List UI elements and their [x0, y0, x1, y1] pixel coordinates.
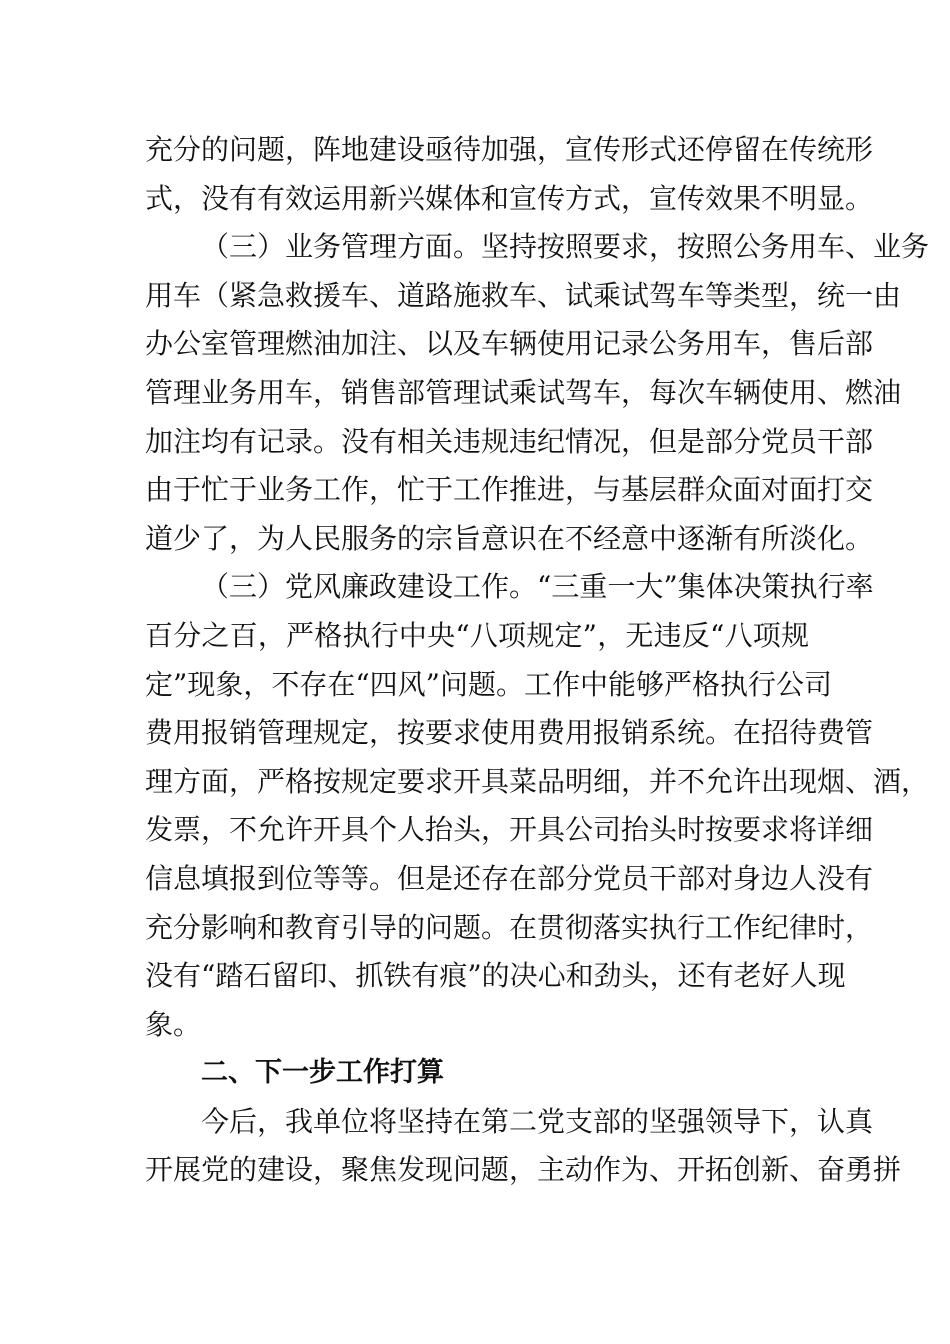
text-line: 理方面，严格按规定要求开具菜品明细，并不允许出现烟、酒，: [145, 764, 930, 798]
text-line: 道少了，为人民服务的宗旨意识在不经意中逐渐有所淡化。: [145, 521, 874, 555]
text-line: 充分的问题，阵地建设亟待加强，宣传形式还停留在传统形: [145, 133, 874, 166]
text-line: 费用报销管理规定，按要求使用费用报销系统。在招待费管: [145, 716, 874, 750]
section-heading: 二、下一步工作打算: [201, 1057, 444, 1089]
text-line: 信息填报到位等等。但是还存在部分党员干部对身边人没有: [145, 861, 874, 895]
text-line: 办公室管理燃油加注、以及车辆使用记录公务用车，售后部: [145, 327, 874, 361]
text-line: 用车（紧急救援车、道路施救车、试乘试驾车等类型，统一由: [145, 278, 902, 312]
text-line: 开展党的建设，聚焦发现问题，主动作为、开拓创新、奋勇拼: [145, 1153, 902, 1187]
paragraph-start-line: （三）党风廉政建设工作。“三重一大”集体决策执行率: [201, 570, 874, 604]
text-line: 百分之百，严格执行中央“八项规定”，无违反“八项规: [145, 618, 809, 652]
text-line: 充分影响和教育引导的问题。在贯彻落实执行工作纪律时，: [145, 910, 874, 944]
paragraph-start-line: 今后，我单位将坚持在第二党支部的坚强领导下，认真: [201, 1104, 874, 1138]
text-line: 发票，不允许开具个人抬头，开具公司抬头时按要求将详细: [145, 813, 874, 847]
text-line: 式，没有有效运用新兴媒体和宣传方式，宣传效果不明显。: [145, 181, 874, 215]
text-line: 象。: [145, 1007, 202, 1041]
text-line: 定”现象，不存在“四风”问题。工作中能够严格执行公司: [145, 667, 832, 701]
text-line: 由于忙于业务工作，忙于工作推进，与基层群众面对面打交: [145, 473, 874, 507]
text-line: 加注均有记录。没有相关违规违纪情况，但是部分党员干部: [145, 424, 874, 458]
paragraph-start-line: （三）业务管理方面。坚持按照要求，按照公务用车、业务: [201, 230, 930, 264]
text-line: 管理业务用车，销售部管理试乘试驾车，每次车辆使用、燃油: [145, 375, 902, 409]
text-line: 没有“踏石留印、抓铁有痕”的决心和劲头，还有老好人现: [145, 959, 846, 993]
document-body: [145, 126, 930, 1195]
